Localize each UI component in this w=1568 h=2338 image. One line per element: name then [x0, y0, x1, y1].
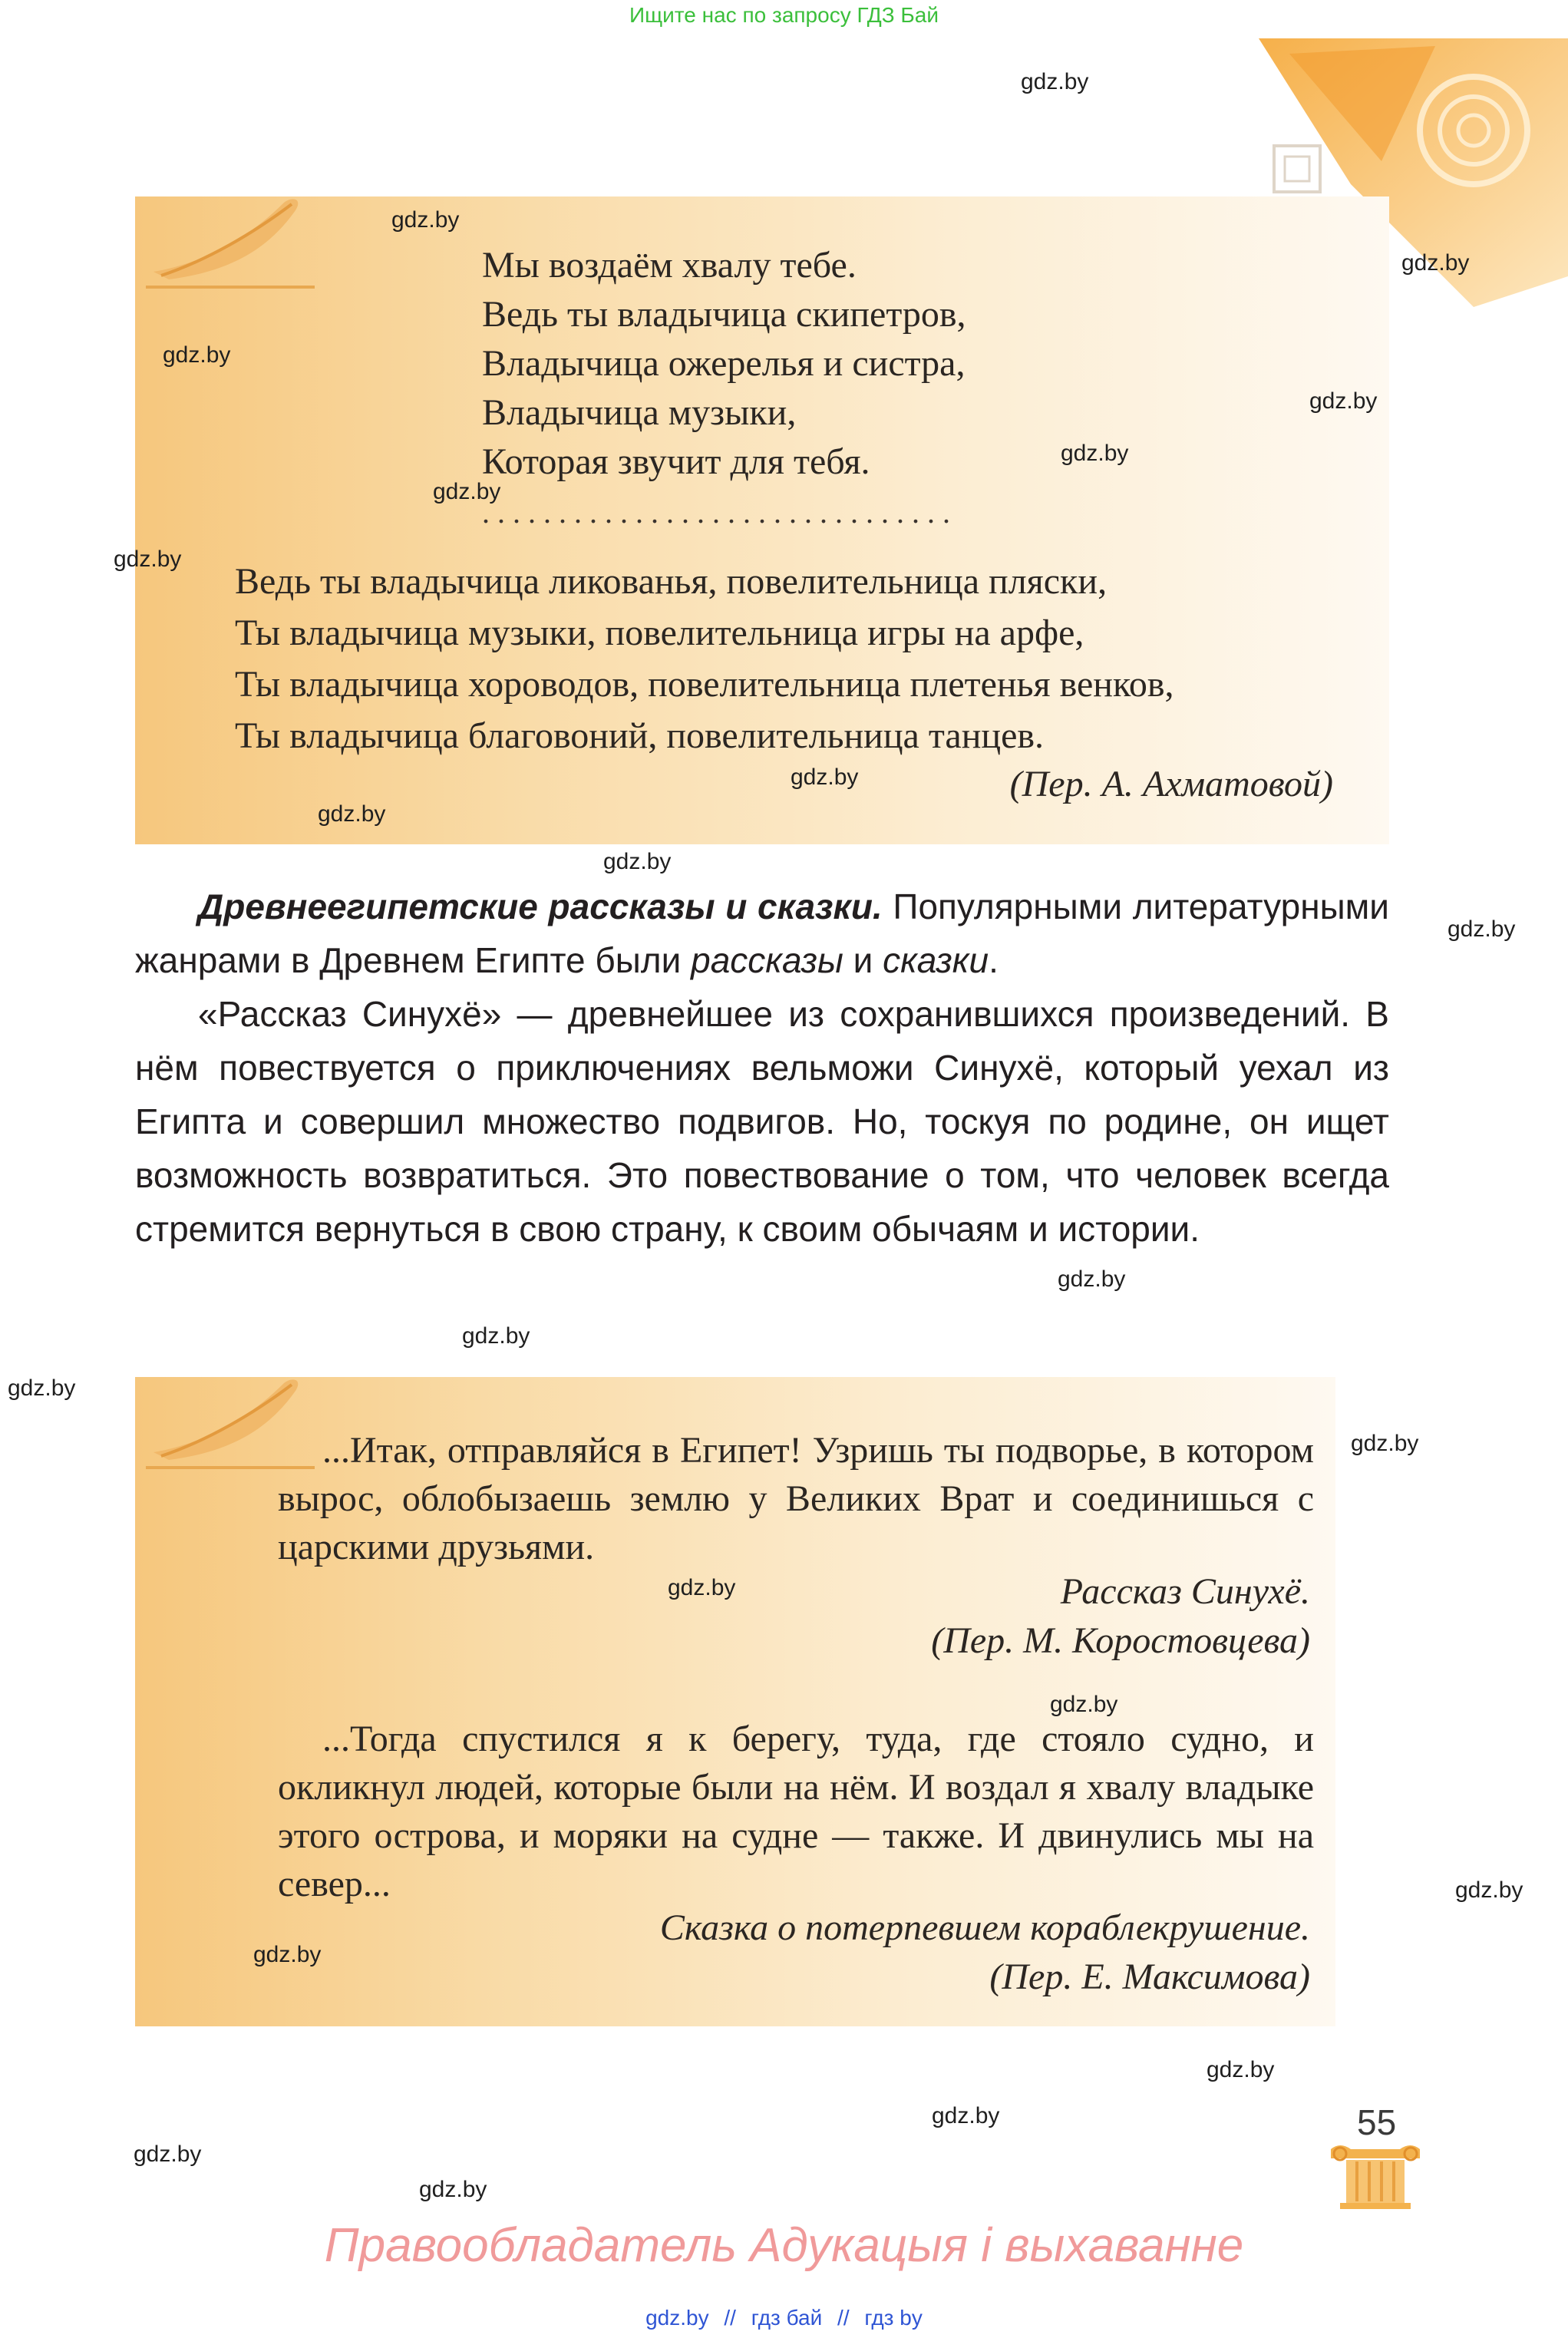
- watermark: gdz.by: [134, 2142, 202, 2167]
- quote-translator: (Пер. М. Коростовцева): [931, 1620, 1310, 1661]
- section-intro: Древнеегипетские рассказы и сказки. Популярными литературными жанрами в Древнем Египте были рассказы и сказки.: [135, 887, 1389, 980]
- term-tales: сказки: [883, 940, 989, 980]
- watermark: gdz.by: [433, 479, 501, 504]
- footer-separator: //: [724, 2306, 736, 2330]
- footer-links: [0, 2306, 1568, 2330]
- watermark: gdz.by: [1021, 69, 1089, 94]
- watermark: gdz.by: [163, 342, 231, 368]
- quote-source: Сказка о потерпевшем кораблекрушение.: [659, 1907, 1310, 1948]
- page-number: 55: [1357, 2102, 1397, 2142]
- poem-stanza-1: [482, 241, 966, 487]
- watermark: gdz.by: [1351, 1431, 1419, 1456]
- watermark: gdz.by: [462, 1323, 530, 1349]
- poem-line: Ты владычица благовоний, повелительница танцев.: [235, 715, 1045, 756]
- watermark: gdz.by: [603, 849, 672, 874]
- quote-source: Рассказ Синухё.: [1060, 1571, 1310, 1612]
- quote-translator: (Пер. Е. Максимова): [989, 1957, 1310, 1997]
- term-stories: рассказы: [691, 940, 843, 980]
- column-icon: [1325, 2142, 1426, 2211]
- quill-icon: [138, 187, 322, 295]
- top-banner[interactable]: Ищите нас по запросу ГДЗ Бай: [629, 3, 939, 27]
- watermark: gdz.by: [419, 2177, 487, 2202]
- poem-line: Которая звучит для тебя.: [482, 441, 870, 482]
- watermark: gdz.by: [1448, 916, 1516, 942]
- quote-text: ...Итак, отправляйся в Египет! Узришь ты подворье, в котором вырос, облобызаешь землю у Великих Врат и соединишься с царскими друзьями.: [278, 1430, 1314, 1567]
- ellipsis-divider: ...............................: [482, 495, 958, 530]
- watermark: gdz.by: [1061, 441, 1129, 466]
- poem-stanza-2: [235, 556, 1174, 761]
- watermark: gdz.by: [932, 2103, 1000, 2128]
- poem-line: Ведь ты владычица ликованья, повелительница пляски,: [235, 561, 1108, 602]
- watermark: gdz.by: [668, 1575, 736, 1600]
- copyright-owner: Правообладатель Адукацыя і выхаванне: [324, 2219, 1244, 2272]
- quote-sinuhe: [278, 1426, 1314, 1571]
- poem-attribution: (Пер. А. Ахматовой): [1009, 764, 1333, 804]
- poem-line: Ведь ты владычица скипетров,: [482, 294, 966, 335]
- watermark: gdz.by: [1207, 2057, 1275, 2082]
- watermark: gdz.by: [318, 801, 386, 827]
- poem-line: Ты владычица хороводов, повелительница плетенья венков,: [235, 664, 1174, 705]
- footer-link-gdz-by[interactable]: gdz.by: [645, 2306, 709, 2330]
- poem-line: Ты владычица музыки, повелительница игры на арфе,: [235, 613, 1084, 653]
- watermark: gdz.by: [1050, 1692, 1118, 1717]
- watermark: gdz.by: [791, 764, 859, 790]
- poem-line: Владычица ожерелья и систра,: [482, 343, 966, 384]
- footer-separator: //: [837, 2306, 850, 2330]
- footer-link-gdz-by-alt[interactable]: гдз by: [864, 2306, 923, 2330]
- watermark: gdz.by: [253, 1942, 322, 1967]
- section-heading: Древнеегипетские рассказы и сказки.: [198, 887, 883, 926]
- watermark: gdz.by: [114, 547, 182, 572]
- watermark: gdz.by: [1455, 1877, 1523, 1903]
- section-paragraph: «Рассказ Синухё» — древнейшее из сохранившихся произведений. В нём повествуется о приключениях вельможи Синухё, который уехал из Египта и совершил множество подвигов. Но, тоскуя по родине, он ищет возможность возвратиться. Это повествование о том, что человек всегда стремится вернуться в свою страну, к своим обычаям и истории.: [135, 994, 1389, 1249]
- poem-line: Мы воздаём хвалу тебе.: [482, 245, 857, 286]
- watermark: gdz.by: [1401, 250, 1470, 276]
- footer-link-gdz-bai[interactable]: гдз бай: [751, 2306, 823, 2330]
- watermark: gdz.by: [8, 1375, 76, 1401]
- watermark: gdz.by: [1058, 1266, 1126, 1292]
- poem-line: Владычица музыки,: [482, 392, 797, 433]
- quote-text: ...Тогда спустился я к берегу, туда, где стояло судно, и окликнул людей, которые были на нём. И воздал я хвалу владыке этого острова, и моряки на судне — также. И двинулись мы на север...: [278, 1719, 1314, 1904]
- watermark: gdz.by: [1309, 388, 1378, 414]
- watermark: gdz.by: [391, 207, 460, 233]
- quote-shipwreck: [278, 1715, 1314, 1908]
- section-text: [135, 880, 1389, 1256]
